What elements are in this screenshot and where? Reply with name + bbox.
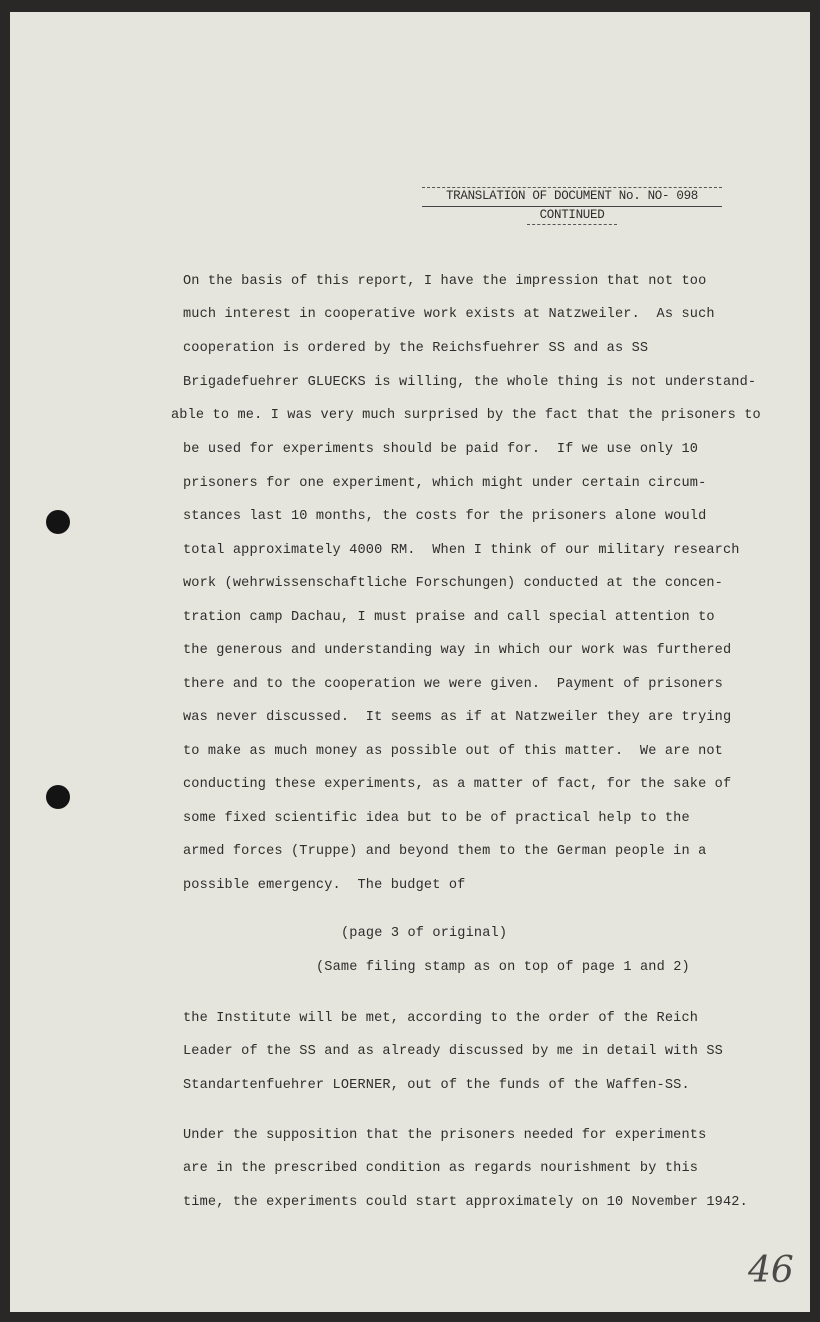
body-line: the Institute will be met, according to the order of the Reich <box>183 1011 699 1026</box>
document-page <box>10 12 810 1312</box>
body-line: tration camp Dachau, I must praise and call special attention to <box>183 610 715 625</box>
body-line: was never discussed. It seems as if at Natzweiler they are trying <box>183 710 732 725</box>
body-line: time, the experiments could start approximately on 10 November 1942. <box>183 1195 748 1210</box>
body-line: much interest in cooperative work exists at Natzweiler. As such <box>183 307 715 322</box>
body-line: Brigadefuehrer GLUECKS is willing, the whole thing is not understand- <box>183 375 757 390</box>
body-line: Standartenfuehrer LOERNER, out of the funds of the Waffen-SS. <box>183 1078 690 1093</box>
handwritten-page-number: 46 <box>748 1250 794 1291</box>
body-line: the generous and understanding way in which our work was furthered <box>183 643 732 658</box>
body-line: Under the supposition that the prisoners needed for experiments <box>183 1128 707 1143</box>
body-line: total approximately 4000 RM. When I think of our military research <box>183 543 740 558</box>
body-line: stances last 10 months, the costs for the prisoners alone would <box>183 509 707 524</box>
body-line: there and to the cooperation we were given. Payment of prisoners <box>183 677 723 692</box>
body-line: able to me. I was very much surprised by the fact that the prisoners to <box>171 408 761 423</box>
body-line: prisoners for one experiment, which might under certain circum- <box>183 476 707 491</box>
body-line: be used for experiments should be paid for. If we use only 10 <box>183 442 699 457</box>
document-header <box>422 187 722 225</box>
header-title: TRANSLATION OF DOCUMENT No. NO- 098 <box>422 187 722 207</box>
filing-stamp-note: (Same filing stamp as on top of page 1 and 2) <box>316 960 690 975</box>
page-reference: (page 3 of original) <box>341 926 508 941</box>
body-line: conducting these experiments, as a matter of fact, for the sake of <box>183 777 732 792</box>
body-line: work (wehrwissenschaftliche Forschungen) conducted at the concen- <box>183 576 723 591</box>
header-continued: CONTINUED <box>527 207 617 225</box>
body-line: possible emergency. The budget of <box>183 878 466 893</box>
body-line: Leader of the SS and as already discussed by me in detail with SS <box>183 1044 723 1059</box>
punch-hole-bottom <box>46 785 70 809</box>
body-line: are in the prescribed condition as regards nourishment by this <box>183 1161 699 1176</box>
body-line: to make as much money as possible out of this matter. We are not <box>183 744 723 759</box>
body-line: some fixed scientific idea but to be of practical help to the <box>183 811 690 826</box>
body-line: On the basis of this report, I have the impression that not too <box>183 274 707 289</box>
punch-hole-top <box>46 510 70 534</box>
body-line: armed forces (Truppe) and beyond them to the German people in a <box>183 844 707 859</box>
body-line: cooperation is ordered by the Reichsfuehrer SS and as SS <box>183 341 649 356</box>
